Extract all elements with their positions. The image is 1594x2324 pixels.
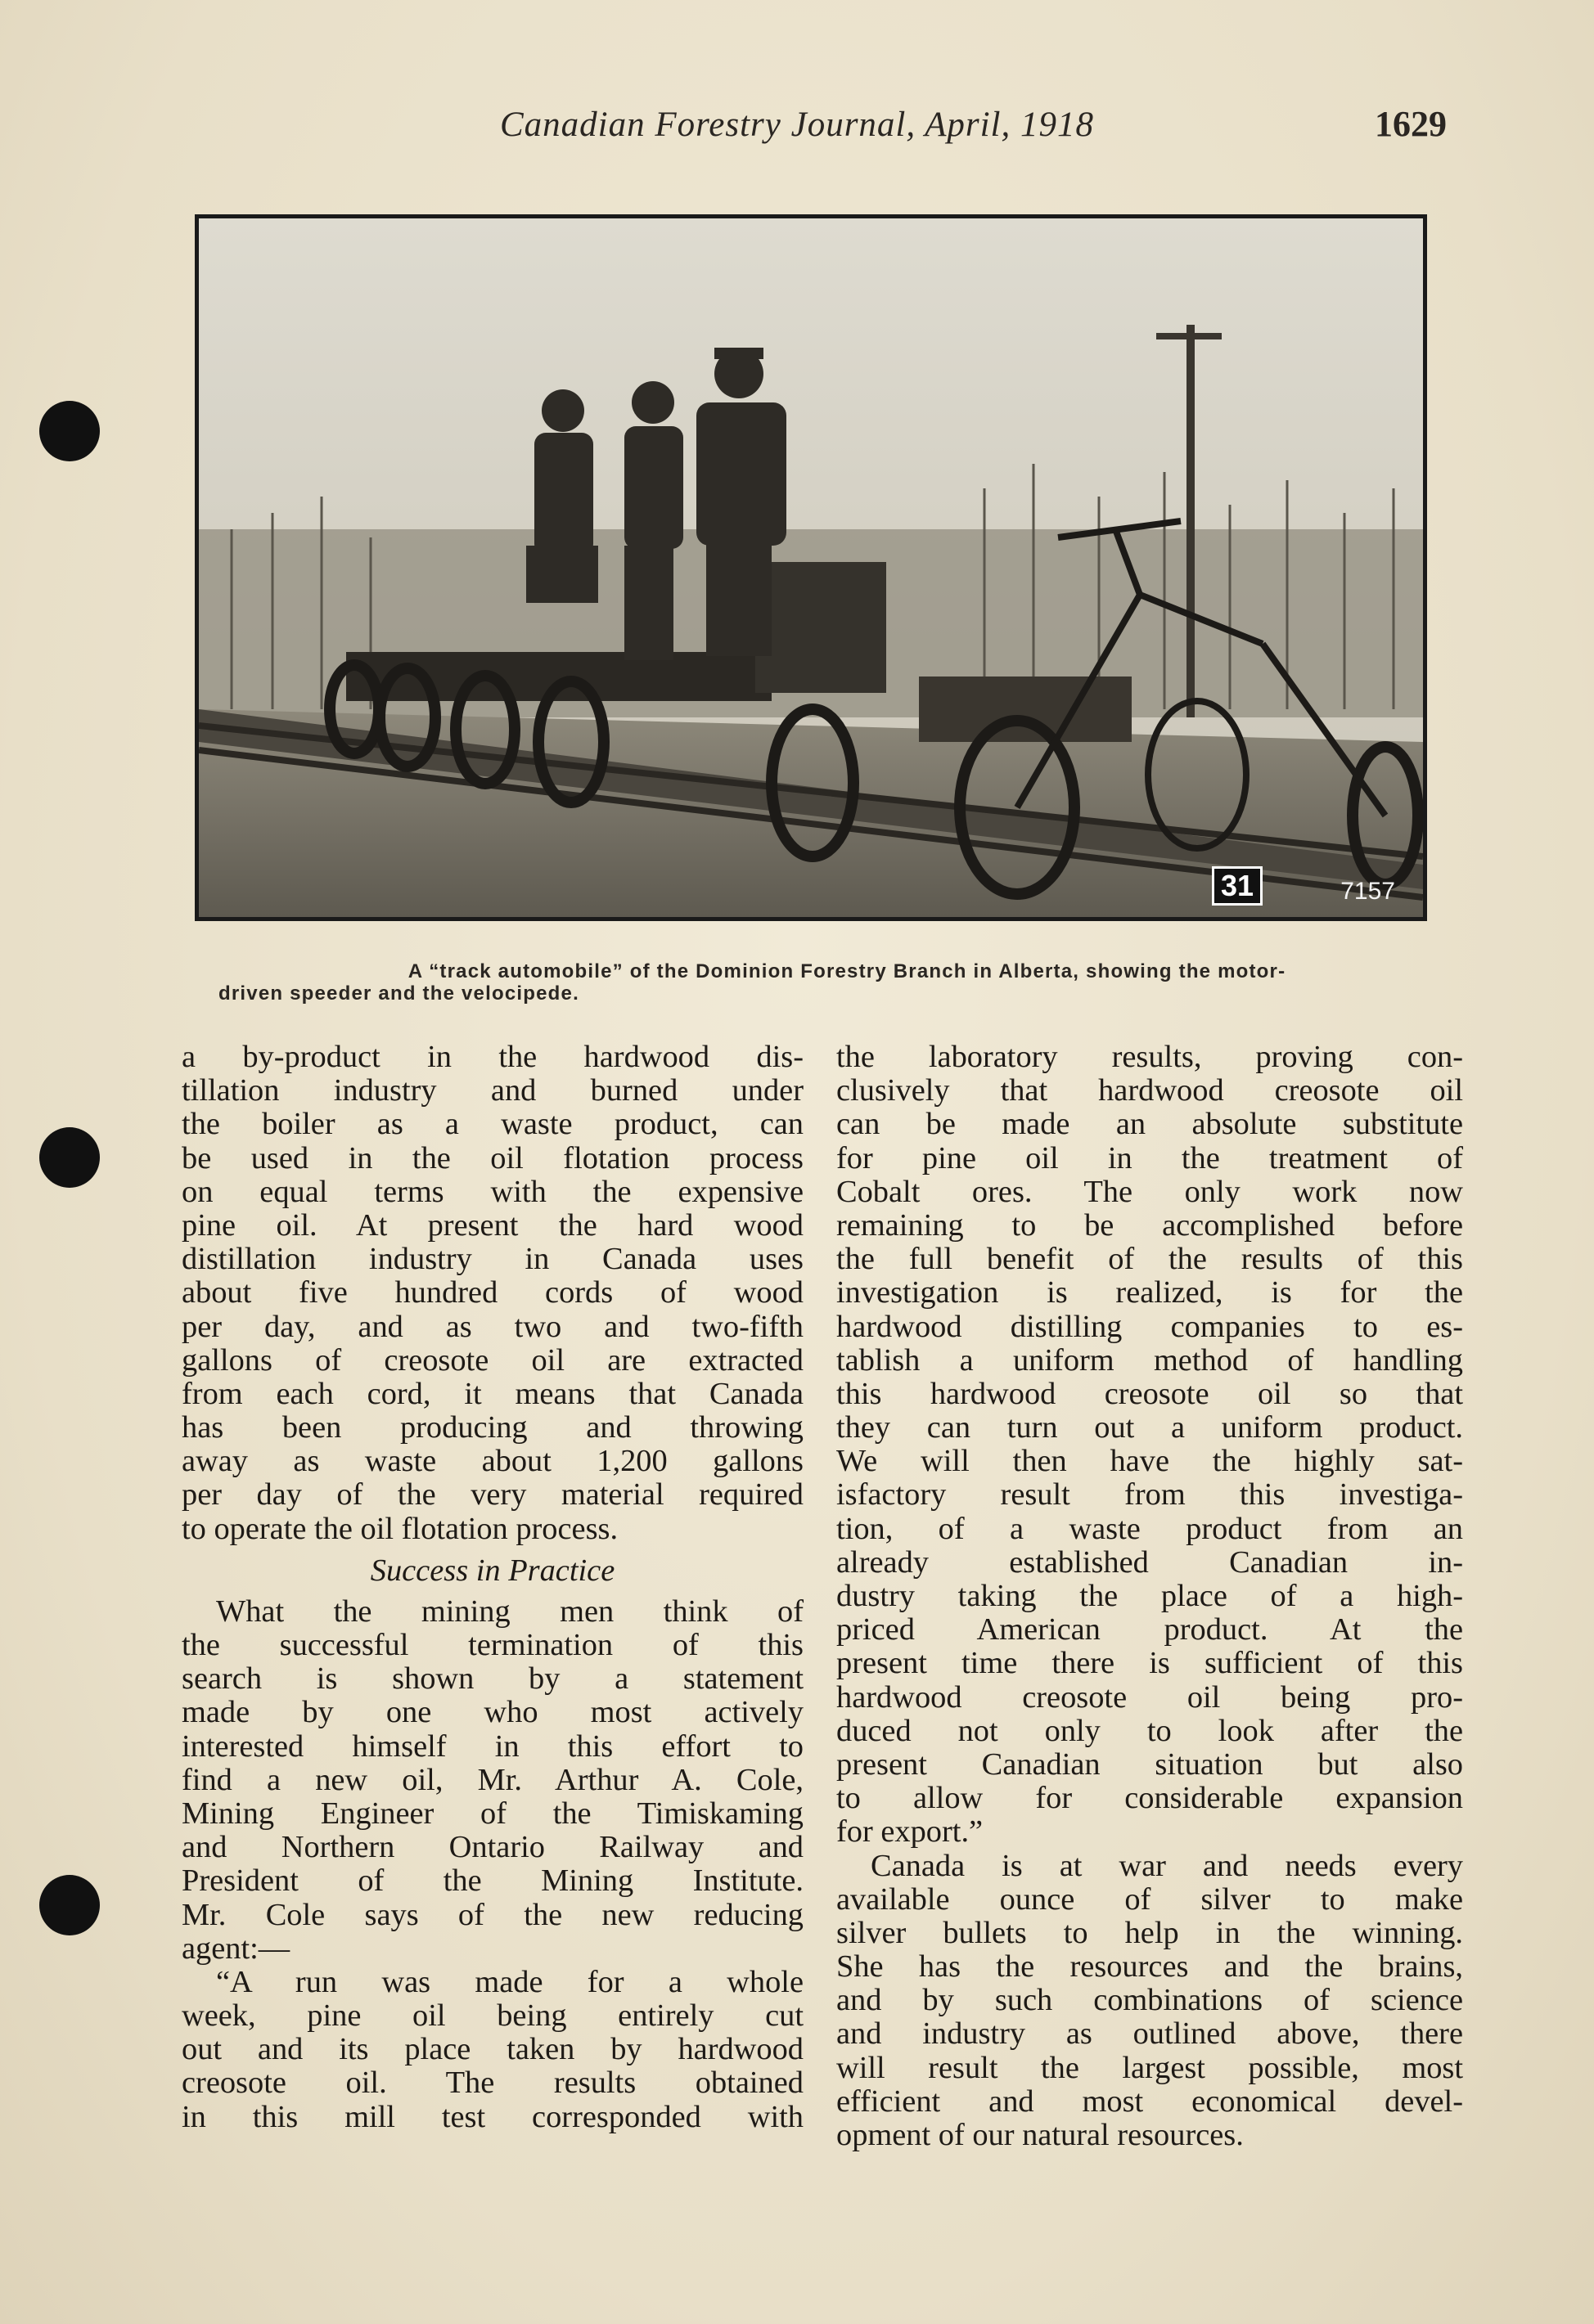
text-line: silver bullets to help in the winning. [836, 1915, 1463, 1950]
text-line: President of the Mining Institute. [182, 1863, 804, 1899]
text-line: this hardwood creosote oil so that [836, 1376, 1463, 1411]
text-line: efficient and most economical devel- [836, 2084, 1463, 2119]
text-line: per day, and as two and two-fifth [182, 1309, 804, 1344]
paragraph [182, 1595, 804, 1966]
text-line: per day of the very material required [182, 1477, 804, 1513]
text-line: We will then have the highly sat- [836, 1444, 1463, 1479]
text-line: the successful termination of this [182, 1628, 804, 1662]
caption-line: A “track automobile” of the Dominion Forestry Branch in Alberta, showing the motor- [408, 960, 1286, 982]
text-line: week, pine oil being entirely cut [182, 1998, 804, 2034]
text-line: has been producing and throwing [182, 1410, 804, 1445]
text-line: Mining Engineer of the Timiskaming [182, 1796, 804, 1831]
paragraph [182, 1041, 804, 1546]
text-line: present Canadian situation but also [836, 1746, 1463, 1782]
text-line: for pine oil in the treatment of [836, 1140, 1463, 1175]
left-column [182, 1041, 804, 2134]
binder-hole-icon [39, 1127, 100, 1188]
text-line: Canada is at war and needs every [871, 1848, 1463, 1883]
paragraph [182, 1966, 804, 2134]
text-line: agent:— [182, 1931, 290, 1966]
text-line: investigation is realized, is for the [836, 1275, 1463, 1310]
text-line: tillation industry and burned under [182, 1073, 804, 1108]
paragraph [836, 1041, 1463, 1850]
text-line: can be made an absolute substitute [836, 1107, 1463, 1142]
text-line: on equal terms with the expensive [182, 1174, 804, 1209]
text-line: present time there is sufficient of this [836, 1646, 1463, 1681]
right-column [836, 1041, 1463, 2152]
text-line: be used in the oil flotation process [182, 1140, 804, 1175]
text-line: and by such combinations of science [836, 1983, 1463, 2018]
text-line: and industry as outlined above, there [836, 2016, 1463, 2052]
text-line: the laboratory results, proving con- [836, 1040, 1463, 1074]
text-line: and Northern Ontario Railway and [182, 1830, 804, 1865]
paragraph [836, 1850, 1463, 2153]
text-line: gallons of creosote oil are extracted [182, 1342, 804, 1378]
text-line: for export.” [836, 1814, 984, 1850]
text-line: Cobalt ores. The only work now [836, 1174, 1463, 1209]
text-line: dustry taking the place of a high- [836, 1579, 1463, 1613]
text-line: to allow for considerable expansion [836, 1781, 1463, 1816]
negative-number: 7157 [1340, 878, 1395, 905]
text-line: She has the resources and the brains, [836, 1949, 1463, 1985]
text-line: in this mill test corresponded with [182, 2099, 804, 2134]
binder-hole-icon [39, 401, 100, 461]
section-subheading: Success in Practice [370, 1553, 615, 1588]
plate-number: 31 [1212, 866, 1263, 906]
text-line: isfactory result from this investiga- [836, 1477, 1463, 1513]
caption-line: driven speeder and the velocipede. [218, 982, 579, 1005]
text-line: out and its place taken by hardwood [182, 2032, 804, 2067]
binder-hole-icon [39, 1875, 100, 1935]
photograph [195, 214, 1427, 921]
text-line: hardwood creosote oil being pro- [836, 1679, 1463, 1715]
text-line: opment of our natural resources. [836, 2118, 1244, 2152]
text-line: from each cord, it means that Canada [182, 1376, 804, 1411]
text-line: interested himself in this effort to [182, 1728, 804, 1764]
text-line: the boiler as a waste product, can [182, 1107, 804, 1142]
text-line: find a new oil, Mr. Arthur A. Cole, [182, 1762, 804, 1797]
text-line: made by one who most actively [182, 1695, 804, 1730]
text-line: What the mining men think of [216, 1594, 804, 1629]
text-line: about five hundred cords of wood [182, 1275, 804, 1310]
text-line: search is shown by a statement [182, 1661, 804, 1697]
text-line: distillation industry in Canada uses [182, 1242, 804, 1277]
text-line: pine oil. At present the hard wood [182, 1207, 804, 1243]
text-line: Mr. Cole says of the new reducing [182, 1897, 804, 1932]
text-line: tablish a uniform method of handling [836, 1342, 1463, 1378]
text-line: the full benefit of the results of this [836, 1242, 1463, 1277]
text-line: “A run was made for a whole [216, 1964, 804, 1999]
text-line: duced not only to look after the [836, 1713, 1463, 1748]
text-line: hardwood distilling companies to es- [836, 1309, 1463, 1344]
text-line: they can turn out a uniform product. [836, 1410, 1463, 1445]
railway-speeder-photo-icon [199, 218, 1423, 917]
page-number: 1629 [1375, 104, 1447, 144]
text-line: already established Canadian in- [836, 1544, 1463, 1580]
text-line: a by-product in the hardwood dis- [182, 1040, 804, 1074]
text-line: clusively that hardwood creosote oil [836, 1073, 1463, 1108]
photo-caption [200, 960, 1395, 1005]
text-line: to operate the oil flotation process. [182, 1511, 619, 1546]
text-line: creosote oil. The results obtained [182, 2066, 804, 2101]
text-line: will result the largest possible, most [836, 2050, 1463, 2085]
text-line: remaining to be accomplished before [836, 1207, 1463, 1243]
running-header: Canadian Forestry Journal, April, 1918 [500, 106, 1094, 144]
text-line: away as waste about 1,200 gallons [182, 1444, 804, 1479]
text-line: tion, of a waste product from an [836, 1511, 1463, 1546]
text-line: priced American product. At the [836, 1612, 1463, 1647]
text-line: available ounce of silver to make [836, 1881, 1463, 1917]
